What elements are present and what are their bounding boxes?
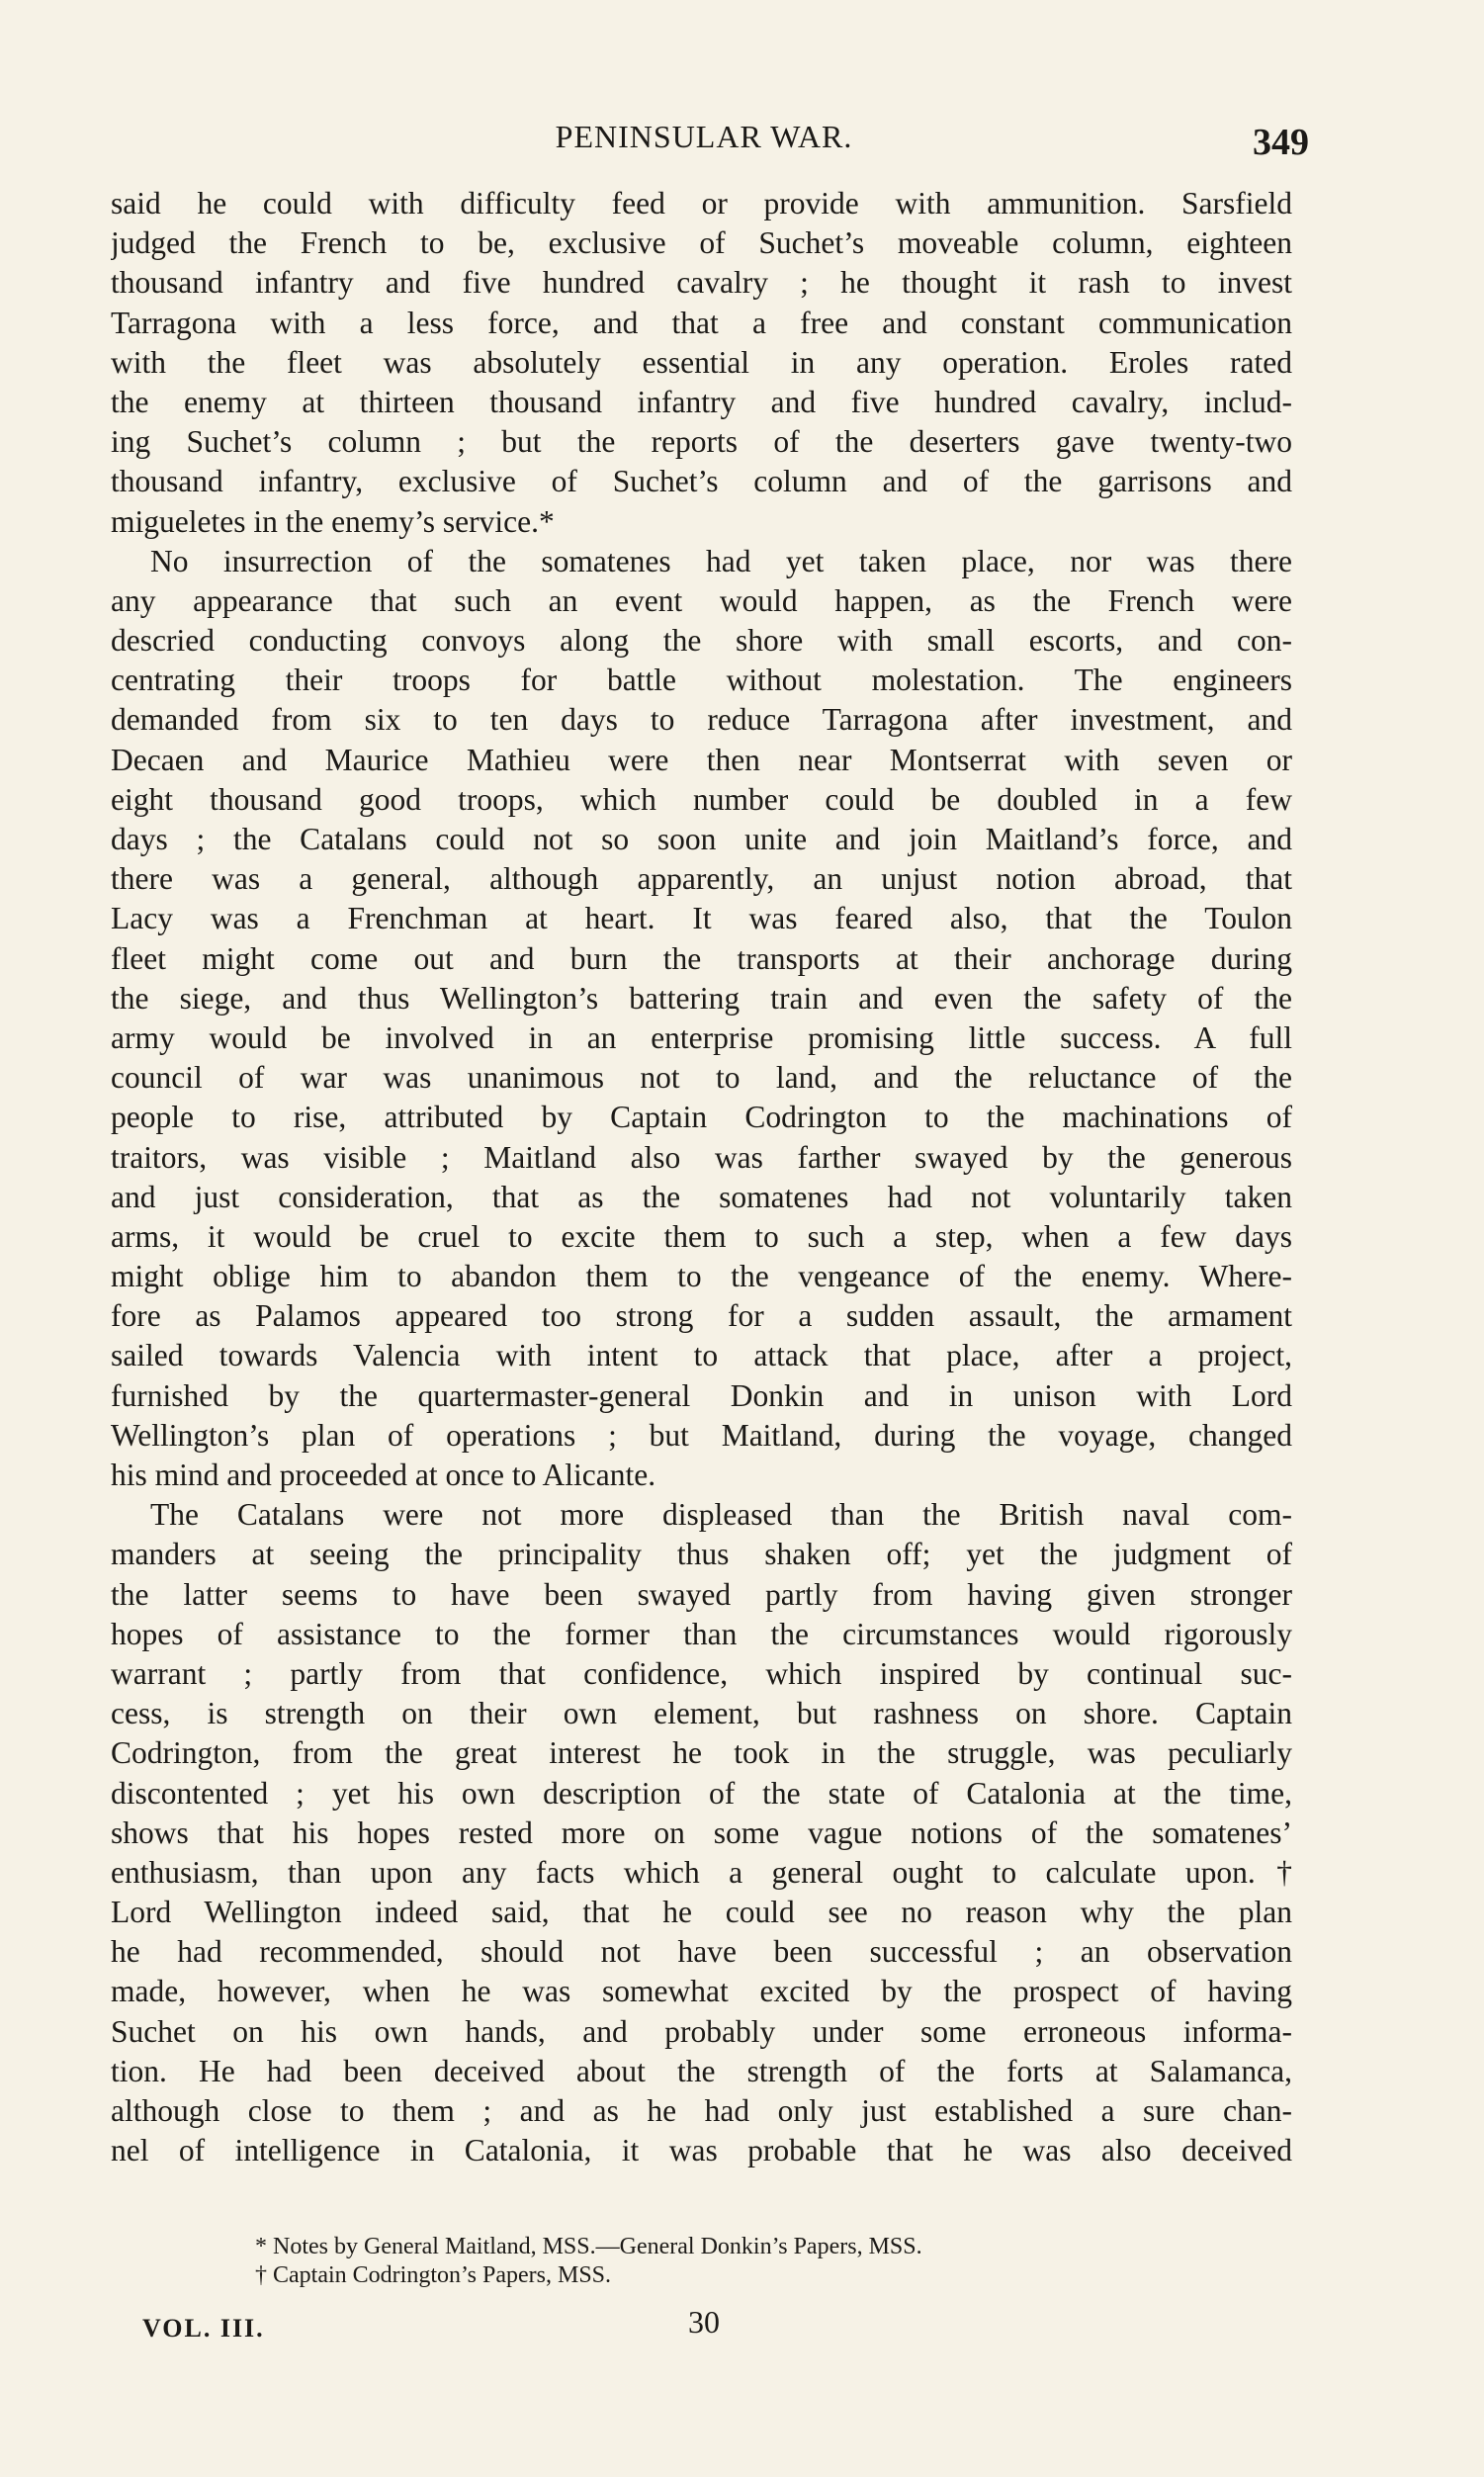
text-line: shows that his hopes rested more on some vague notions of the somatenes’ — [111, 1814, 1292, 1850]
text-line: nel of intelligence in Catalonia, it was probable that he was also deceived — [111, 2133, 1292, 2168]
page-footer — [142, 2304, 1230, 2347]
text-line: he had recommended, should not have been successful ; an observation — [111, 1934, 1292, 1970]
text-line: the enemy at thirteen thousand infantry and five hundred cavalry, includ- — [111, 384, 1292, 419]
text-line: council of war was unanimous not to land, and the reluctance of the — [111, 1060, 1292, 1096]
text-line: might oblige him to abandon them to the vengeance of the enemy. Where- — [111, 1259, 1292, 1294]
volume-mark: VOL. III. — [142, 2314, 265, 2343]
text-line: descried conducting convoys along the shore with small escorts, and con- — [111, 623, 1292, 659]
text-line: any appearance that such an event would happen, as the French were — [111, 582, 1292, 618]
text-line: demanded from six to ten days to reduce Tarragona after investment, and — [111, 702, 1292, 738]
text-line: although close to them ; and as he had only just established a sure chan- — [111, 2093, 1292, 2128]
running-head — [111, 115, 1309, 164]
text-line: sailed towards Valencia with intent to attack that place, after a project, — [111, 1338, 1292, 1373]
text-line: the siege, and thus Wellington’s battering train and even the safety of the — [111, 980, 1292, 1016]
text-line: army would be involved in an enterprise promising little success. A full — [111, 1019, 1292, 1055]
text-line: Tarragona with a less force, and that a free and constant communication — [111, 305, 1292, 340]
text-line: furnished by the quartermaster-general Donkin and in unison with Lord — [111, 1377, 1292, 1413]
footnote: * Notes by General Maitland, MSS.—General Donkin’s Papers, MSS. — [255, 2234, 922, 2259]
signature-number: 30 — [688, 2304, 720, 2340]
text-line: migueletes in the enemy’s service.* — [111, 503, 555, 539]
text-line: days ; the Catalans could not so soon unite and join Maitland’s force, and — [111, 822, 1292, 856]
page-number: 349 — [1253, 122, 1309, 163]
text-line: the latter seems to have been swayed partly from having given stronger — [111, 1576, 1292, 1612]
text-line: discontented ; yet his own description of the state of Catalonia at the time, — [111, 1775, 1292, 1811]
text-line: with the fleet was absolutely essential in any operation. Eroles rated — [111, 344, 1292, 380]
body-text — [111, 184, 1292, 2170]
paragraph-start-line: No insurrection of the somatenes had yet taken place, nor was there — [150, 543, 1292, 578]
text-line: centrating their troops for battle without molestation. The engineers — [111, 663, 1292, 698]
text-line: people to rise, attributed by Captain Codrington to the machinations of — [111, 1100, 1292, 1135]
text-line: Lord Wellington indeed said, that he could see no reason why the plan — [111, 1895, 1292, 1930]
text-line: thousand infantry and five hundred cavalry ; he thought it rash to invest — [111, 265, 1292, 301]
text-line: judged the French to be, exclusive of Suchet’s moveable column, eighteen — [111, 225, 1292, 261]
text-line: fleet might come out and burn the transports at their anchorage during — [111, 940, 1292, 976]
text-line: ing Suchet’s column ; but the reports of the deserters gave twenty-two — [111, 424, 1292, 460]
text-line: Wellington’s plan of operations ; but Maitland, during the voyage, changed — [111, 1417, 1292, 1453]
text-line: Lacy was a Frenchman at heart. It was feared also, that the Toulon — [111, 901, 1292, 936]
footnote: † Captain Codrington’s Papers, MSS. — [255, 2262, 612, 2288]
text-line: his mind and proceeded at once to Alicante. — [111, 1458, 656, 1492]
text-line: tion. He had been deceived about the strength of the forts at Salamanca, — [111, 2053, 1292, 2088]
text-line: Suchet on his own hands, and probably under some erroneous informa- — [111, 2013, 1292, 2049]
text-line: Decaen and Maurice Mathieu were then near Montserrat with seven or — [111, 742, 1292, 777]
text-line: fore as Palamos appeared too strong for a sudden assault, the armament — [111, 1298, 1292, 1334]
text-line: manders at seeing the principality thus shaken off; yet the judgment of — [111, 1537, 1292, 1572]
text-line: hopes of assistance to the former than the circumstances would rigorously — [111, 1616, 1292, 1651]
text-line: eight thousand good troops, which number could be doubled in a few — [111, 781, 1292, 817]
running-title: PENINSULAR WAR. — [555, 119, 853, 154]
text-line: made, however, when he was somewhat excited by the prospect of having — [111, 1974, 1292, 2009]
footnotes — [255, 2233, 1244, 2290]
text-line: thousand infantry, exclusive of Suchet’s column and of the garrisons and — [111, 464, 1292, 499]
text-line: said he could with difficulty feed or provide with ammunition. Sarsfield — [111, 186, 1292, 221]
text-line: and just consideration, that as the somatenes had not voluntarily taken — [111, 1179, 1292, 1214]
text-line: Codrington, from the great interest he took in the struggle, was peculiarly — [111, 1735, 1292, 1771]
text-line: traitors, was visible ; Maitland also was farther swayed by the generous — [111, 1139, 1292, 1175]
text-line: cess, is strength on their own element, but rashness on shore. Captain — [111, 1696, 1292, 1731]
text-line: enthusiasm, than upon any facts which a general ought to calculate upon.† — [111, 1854, 1292, 1890]
text-line: there was a general, although apparently, an unjust notion abroad, that — [111, 861, 1292, 897]
paragraph-start-line: The Catalans were not more displeased than the British naval com- — [150, 1497, 1292, 1533]
text-line: warrant ; partly from that confidence, which inspired by continual suc- — [111, 1655, 1292, 1691]
text-line: arms, it would be cruel to excite them to such a step, when a few days — [111, 1218, 1292, 1254]
